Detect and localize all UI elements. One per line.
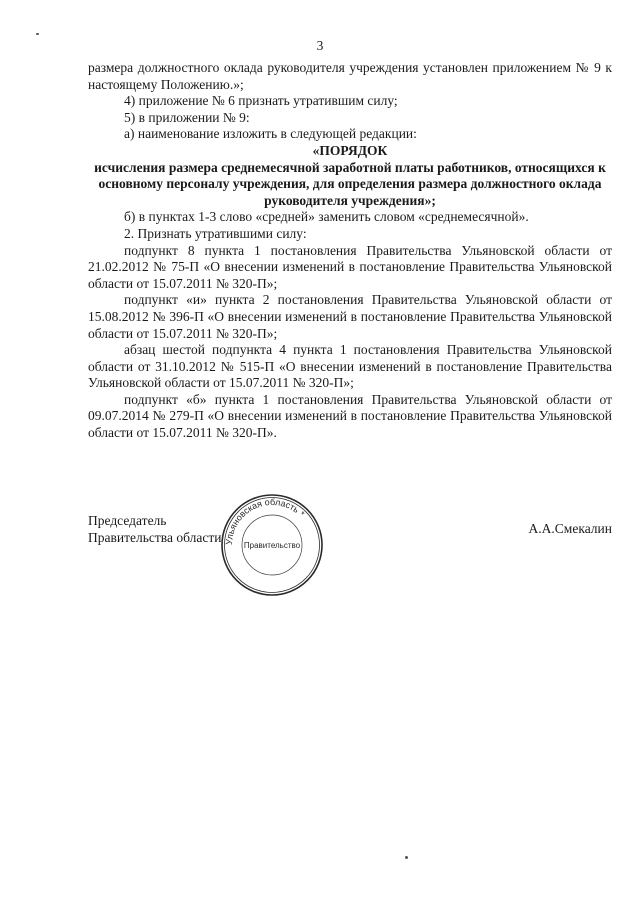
heading-title: «ПОРЯДОК [312,142,388,158]
paragraph: б) в пунктах 1-3 слово «средней» заменить словом «среднемесячной». [124,209,529,225]
paragraph: размера должностного оклада руководителя учреждения установлен приложением № 9 к настоящему Положению.»; [88,60,612,92]
paragraph: подпункт «и» пункта 2 постановления Правительства Ульяновской области от 15.08.2012 № 396-П «О внесении изменений в постановление Правительства Ульяновской области от 15.07.2011 № 320-П»; [88,292,612,341]
paragraph: 2. Признать утратившими силу: [124,225,307,241]
seal-ring-text: Ульяновская область * [223,496,307,546]
paragraph: абзац шестой подпункта 4 пункта 1 постановления Правительства Ульяновской области от 31.10.2012 № 515-П «О внесении изменений в постановление Правительства Ульяновской области от 15.07.2011 № 320-П»; [88,342,612,391]
scan-speck [36,33,39,35]
signatory-name: А.А.Смекалин [528,521,612,536]
paragraph: 5) в приложении № 9: [124,109,250,125]
seal-center-text: Правительство [243,541,301,550]
signatory-title-line2: Правительства области [88,530,222,545]
page-number: 3 [316,38,324,53]
signatory-title-line1: Председатель [88,513,167,528]
scan-speck [405,856,408,859]
signatory-title [88,512,221,546]
heading-subtitle: исчисления размера среднемесячной заработной платы работников, относящихся к основному персоналу учреждения, для определения размера должностного оклада руководителя учреждения»; [94,159,606,208]
document-body [88,60,612,442]
paragraph: а) наименование изложить в следующей редакции: [124,126,417,142]
paragraph: подпункт «б» пункта 1 постановления Правительства Ульяновской области от 09.07.2014 № 279-П «О внесении изменений в постановление Правительства Ульяновской области от 15.07.2011 № 320-П». [88,391,612,441]
official-seal-stamp [217,490,327,600]
paragraph: подпункт 8 пункта 1 постановления Правительства Ульяновской области от 21.02.2012 № 75-П «О внесении изменений в постановление Правительства Ульяновской области от 15.07.2011 № 320-П»; [88,242,612,291]
seal-graphic [217,490,327,600]
paragraph: 4) приложение № 6 признать утратившим силу; [124,93,398,109]
